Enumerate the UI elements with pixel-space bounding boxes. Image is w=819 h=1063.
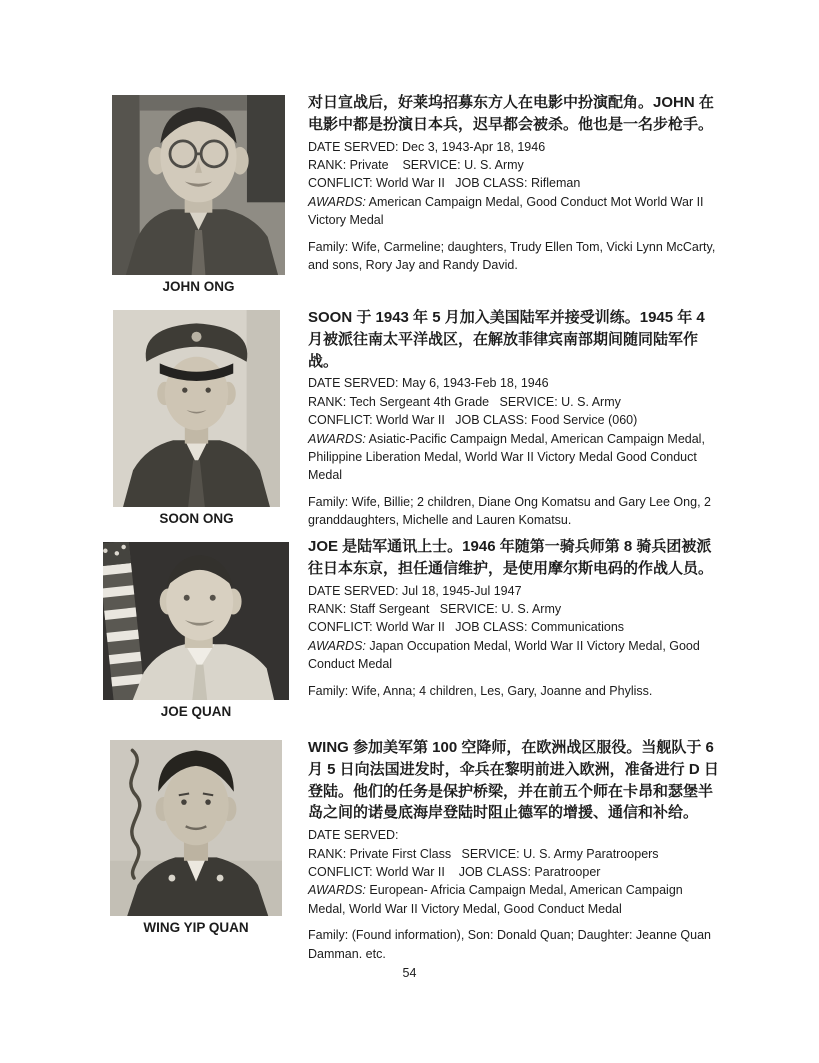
awards-label: AWARDS: <box>308 431 366 446</box>
conflict-job-line: CONFLICT: World War II JOB CLASS: Communications <box>308 620 625 635</box>
rank-service-line: RANK: Private First Class SERVICE: U. S. Army Paratroopers <box>308 846 659 861</box>
family-line: Family: Wife, Billie; 2 children, Diane Ong Komatsu and Gary Lee Ong, 2 granddaughters, Michelle and Lauren Komatsu. <box>308 494 715 528</box>
portrait-wing-yip-quan-illustration <box>110 740 282 916</box>
awards-text: American Campaign Medal, Good Conduct Mot World War II Victory Medal <box>308 194 708 228</box>
rank-service-line: RANK: Staff Sergeant SERVICE: U. S. Army <box>308 602 562 616</box>
bio-intro-chinese: 对日宣战后，好莱坞招募东方人在电影中扮演配角。JOHN 在电影中都是扮演日本兵，迟早都会被杀。他也是一名步枪手。 <box>308 94 714 133</box>
date-served-line: DATE SERVED: Dec 3, 1943-Apr 18, 1946 <box>308 139 546 154</box>
awards-text: European- Africia Campaign Medal, American Campaign Medal, World War II Victory Medal, Good Conduct Medal <box>308 883 687 916</box>
veteran-name-caption: JOE QUAN <box>160 704 232 719</box>
portrait-soon-ong-illustration <box>113 310 280 507</box>
awards-label: AWARDS: <box>308 638 366 653</box>
entry-john-ong-text <box>308 92 722 274</box>
entry-soon-ong-photo-block <box>113 310 280 526</box>
conflict-job-line: CONFLICT: World War II JOB CLASS: Paratrooper <box>308 865 601 879</box>
date-served-line: DATE SERVED: May 6, 1943-Feb 18, 1946 <box>308 376 549 391</box>
awards-label: AWARDS: <box>308 194 366 209</box>
date-served-line: DATE SERVED: Jul 18, 1945-Jul 1947 <box>308 583 522 598</box>
bio-intro-chinese: SOON 于 1943 年 5 月加入美国陆军并接受训练。1945 年 4 月被派往南太平洋战区，在解放菲律宾南部期间随同陆军作战。 <box>308 309 709 370</box>
awards-line <box>308 637 722 674</box>
rank-service-line: RANK: Private SERVICE: U. S. Army <box>308 158 524 172</box>
entry-wing-yip-quan-photo-block <box>110 740 282 935</box>
date-served-line: DATE SERVED: <box>308 828 399 843</box>
awards-line <box>308 430 722 485</box>
conflict-job-line: CONFLICT: World War II JOB CLASS: Rifleman <box>308 176 581 191</box>
conflict-job-line: CONFLICT: World War II JOB CLASS: Food Service (060) <box>308 413 638 428</box>
page-number: 54 <box>402 966 417 980</box>
entry-joe-quan-text <box>308 536 722 700</box>
rank-service-line: RANK: Tech Sergeant 4th Grade SERVICE: U. S. Army <box>308 394 621 409</box>
awards-text: Japan Occupation Medal, World War II Victory Medal, Good Conduct Medal <box>308 638 704 672</box>
bio-intro-chinese: JOE 是陆军通讯上士。1946 年随第一骑兵师第 8 骑兵团被派往日本东京，担任通信维护，是使用摩尔斯电码的作战人员。 <box>308 538 714 577</box>
veteran-name-caption: WING YIP QUAN <box>143 920 249 935</box>
veteran-photo <box>112 95 285 275</box>
family-line: Family: Wife, Carmeline; daughters, Trudy Ellen Tom, Vicki Lynn McCarty, and sons, Rory Jay and Randy David. <box>308 239 719 273</box>
veteran-photo <box>110 740 282 916</box>
veteran-name-caption: JOHN ONG <box>162 279 235 294</box>
entry-soon-ong-text <box>308 307 722 530</box>
entry-john-ong-photo-block <box>112 95 285 294</box>
awards-line <box>308 193 722 230</box>
awards-text: Asiatic-Pacific Campaign Medal, American Campaign Medal, Philippine Liberation Medal, World War II Victory Medal Good Conduct Medal <box>308 431 709 483</box>
portrait-john-ong-illustration <box>112 95 285 275</box>
entry-wing-yip-quan-text <box>308 737 722 963</box>
awards-line <box>308 881 722 918</box>
veteran-photo <box>113 310 280 507</box>
awards-label: AWARDS: <box>308 883 366 898</box>
veteran-name-caption: SOON ONG <box>159 511 234 526</box>
veteran-photo <box>103 542 289 700</box>
portrait-joe-quan-illustration <box>103 542 289 700</box>
family-line: Family: (Found information), Son: Donald Quan; Daughter: Jeanne Quan Damman. etc. <box>308 928 715 961</box>
family-line: Family: Wife, Anna; 4 children, Les, Gary, Joanne and Phyliss. <box>308 683 653 698</box>
entry-joe-quan-photo-block <box>103 542 289 719</box>
bio-intro-chinese: WING 参加美军第 100 空降师，在欧洲战区服役。当舰队于 6 月 5 日向法国进发时，伞兵在黎明前进入欧洲，准备进行 D 日登陆。他们的任务是保护桥梁，并在前五个师在卡昂和瑟堡半岛之间的诺曼底海岸登陆时阻止德军的增援、通信和补给。 <box>308 739 719 822</box>
